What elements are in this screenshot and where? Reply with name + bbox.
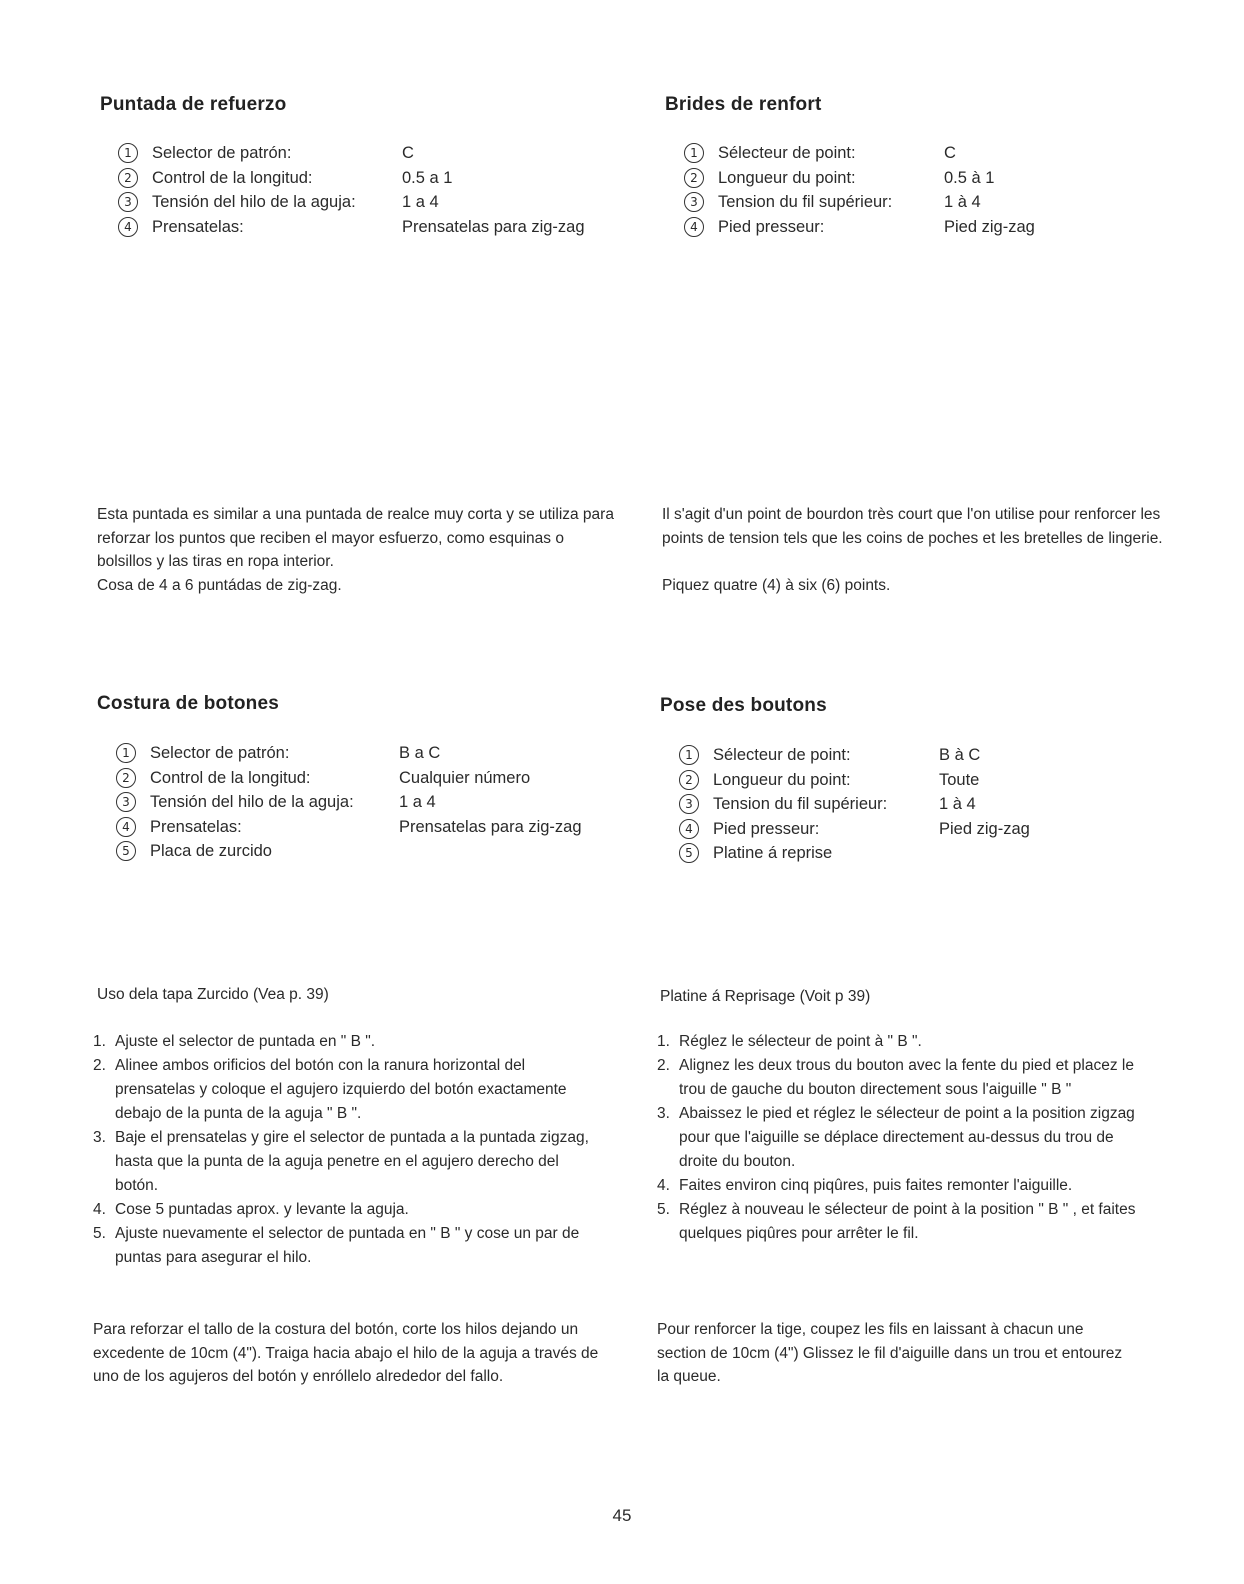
setting-label: Platine á reprise — [713, 844, 833, 862]
es-buttons-settings — [116, 741, 582, 864]
step-text: Réglez à nouveau le sélecteur de point à la position " B " , et faites quelques piqûres pour arrêter le fil. — [679, 1201, 1136, 1242]
circled-number: 1 — [118, 143, 138, 163]
step-text: Alignez les deux trous du bouton avec la fente du pied et placez le trou de gauche du bouton directement sous l'aiguille " B " — [679, 1057, 1134, 1098]
fr-reinforce-heading: Brides de renfort — [665, 94, 822, 115]
fr-buttons-heading: Pose des boutons — [660, 695, 827, 716]
setting-row — [684, 141, 1035, 166]
setting-row — [116, 790, 582, 815]
circled-number: 2 — [684, 168, 704, 188]
setting-label: Longueur du point: — [718, 168, 856, 187]
es-reinforce-description: Esta puntada es similar a una puntada de realce muy corta y se utiliza para reforzar los puntos que reciben el mayor esfuerzo, como esquinas o bolsillos y las tiras en ropa interior. — [97, 506, 614, 570]
list-item — [657, 1174, 1145, 1198]
setting-value: Cualquier número — [399, 768, 531, 787]
step-text: Réglez le sélecteur de point à " B ". — [679, 1033, 922, 1050]
setting-row — [684, 190, 1035, 215]
setting-value: C — [402, 144, 414, 162]
circled-number: 1 — [684, 143, 704, 163]
fr-reinforce-settings — [684, 141, 1035, 239]
step-text: Abaissez le pied et réglez le sélecteur de point a la position zigzag pour que l'aiguille se déplace directement au-dessus du trou de droite du bouton. — [679, 1105, 1135, 1170]
setting-value: 0.5 à 1 — [944, 168, 995, 187]
es-buttons-intro: Uso dela tapa Zurcido (Vea p. 39) — [97, 986, 329, 1003]
circled-number: 4 — [118, 217, 138, 237]
setting-value: Pied zig-zag — [939, 819, 1030, 838]
step-number: 1. — [657, 1033, 670, 1050]
setting-row — [116, 741, 582, 766]
list-item — [657, 1030, 1145, 1054]
setting-label: Sélecteur de point: — [713, 746, 851, 764]
setting-value: C — [944, 144, 956, 162]
fr-reinforce-description: Il s'agit d'un point de bourdon très court que l'on utilise pour renforcer les points de tension tels que les coins de poches et les bretelles de lingerie. — [662, 506, 1163, 547]
setting-row — [116, 839, 582, 864]
step-text: Ajuste nuevamente el selector de puntada en " B " y cose un par de puntas para asegurar el hilo. — [115, 1225, 580, 1266]
setting-row — [118, 215, 585, 240]
setting-label: Pied presseur: — [718, 217, 825, 236]
list-item — [93, 1198, 603, 1222]
setting-label: Tensión del hilo de la aguja: — [150, 793, 354, 811]
circled-number: 5 — [116, 841, 136, 861]
setting-label: Tension du fil supérieur: — [713, 795, 888, 813]
setting-label: Selector de patrón: — [150, 744, 290, 762]
setting-value: 0.5 a 1 — [402, 168, 453, 187]
step-text: Ajuste el selector de puntada en " B ". — [115, 1033, 376, 1050]
step-number: 4. — [93, 1201, 106, 1218]
setting-value: 1 a 4 — [399, 793, 436, 811]
circled-number: 4 — [116, 817, 136, 837]
fr-buttons-closing: Pour renforcer la tige, coupez les fils en laissant à chacun une section de 10cm (4") Glissez le fil d'aiguille dans un trou et entourez la queue. — [657, 1321, 1123, 1385]
setting-label: Prensatelas: — [150, 817, 242, 836]
setting-value: Prensatelas para zig-zag — [402, 217, 585, 236]
es-buttons-closing: Para reforzar el tallo de la costura del botón, corte los hilos dejando un excedente de 10cm (4"). Traiga hacia abajo el hilo de la aguja a través de uno de los agujeros del botón y enróllelo alrededor del fallo. — [93, 1321, 599, 1385]
circled-number: 4 — [684, 217, 704, 237]
list-item — [657, 1102, 1145, 1174]
step-number: 5. — [93, 1225, 106, 1242]
circled-number: 3 — [118, 192, 138, 212]
setting-label: Control de la longitud: — [152, 168, 313, 187]
setting-label: Longueur du point: — [713, 770, 851, 789]
setting-label: Tension du fil supérieur: — [718, 193, 893, 211]
step-number: 4. — [657, 1177, 670, 1194]
step-text: Cose 5 puntadas aprox. y levante la aguja. — [115, 1201, 409, 1218]
list-item — [657, 1054, 1145, 1102]
setting-row — [118, 190, 585, 215]
es-reinforce-note: Cosa de 4 a 6 puntádas de zig-zag. — [97, 577, 342, 594]
step-number: 1. — [93, 1033, 106, 1050]
setting-row — [118, 166, 585, 191]
setting-row — [679, 743, 1030, 768]
step-number: 3. — [93, 1129, 106, 1146]
setting-row — [684, 215, 1035, 240]
setting-value: 1 à 4 — [939, 795, 976, 813]
setting-value: B à C — [939, 746, 981, 764]
setting-value: Toute — [939, 770, 980, 789]
step-number: 3. — [657, 1105, 670, 1122]
setting-row — [684, 166, 1035, 191]
setting-row — [679, 768, 1030, 793]
step-text: Faites environ cinq piqûres, puis faites remonter l'aiguille. — [679, 1177, 1073, 1194]
setting-row — [679, 841, 1030, 866]
es-buttons-heading: Costura de botones — [97, 693, 280, 714]
setting-value: 1 a 4 — [402, 193, 439, 211]
setting-value: Prensatelas para zig-zag — [399, 817, 582, 836]
setting-row — [116, 815, 582, 840]
setting-label: Sélecteur de point: — [718, 144, 856, 162]
setting-value: B a C — [399, 744, 441, 762]
es-buttons-steps — [93, 1030, 603, 1270]
list-item — [93, 1222, 603, 1270]
circled-number: 5 — [679, 843, 699, 863]
step-text: Alinee ambos orificios del botón con la ranura horizontal del prensatelas y coloque el agujero izquierdo del botón exactamente debajo de la punta de la aguja " B ". — [115, 1057, 567, 1122]
circled-number: 4 — [679, 819, 699, 839]
circled-number: 1 — [679, 745, 699, 765]
setting-row — [679, 792, 1030, 817]
circled-number: 2 — [118, 168, 138, 188]
circled-number: 2 — [116, 768, 136, 788]
list-item — [657, 1198, 1145, 1246]
step-number: 5. — [657, 1201, 670, 1218]
setting-value: Pied zig-zag — [944, 217, 1035, 236]
circled-number: 2 — [679, 770, 699, 790]
fr-reinforce-note: Piquez quatre (4) à six (6) points. — [662, 577, 891, 594]
setting-label: Selector de patrón: — [152, 144, 292, 162]
setting-label: Tensión del hilo de la aguja: — [152, 193, 356, 211]
step-number: 2. — [657, 1057, 670, 1074]
list-item — [93, 1126, 603, 1198]
setting-label: Placa de zurcido — [150, 842, 272, 860]
page-number: 45 — [612, 1506, 632, 1525]
list-item — [93, 1054, 603, 1126]
step-number: 2. — [93, 1057, 106, 1074]
fr-buttons-settings — [679, 743, 1030, 866]
circled-number: 3 — [116, 792, 136, 812]
setting-label: Control de la longitud: — [150, 768, 311, 787]
setting-label: Prensatelas: — [152, 217, 244, 236]
circled-number: 3 — [679, 794, 699, 814]
setting-row — [118, 141, 585, 166]
es-reinforce-heading: Puntada de refuerzo — [100, 94, 287, 115]
circled-number: 1 — [116, 743, 136, 763]
circled-number: 3 — [684, 192, 704, 212]
setting-row — [116, 766, 582, 791]
es-reinforce-settings — [118, 141, 585, 239]
setting-row — [679, 817, 1030, 842]
fr-buttons-steps — [657, 1030, 1145, 1246]
step-text: Baje el prensatelas y gire el selector de puntada a la puntada zigzag, hasta que la punta de la aguja penetre en el agujero derecho del botón. — [115, 1129, 589, 1194]
fr-buttons-intro: Platine á Reprisage (Voit p 39) — [660, 988, 871, 1005]
setting-label: Pied presseur: — [713, 819, 820, 838]
list-item — [93, 1030, 603, 1054]
setting-value: 1 à 4 — [944, 193, 981, 211]
